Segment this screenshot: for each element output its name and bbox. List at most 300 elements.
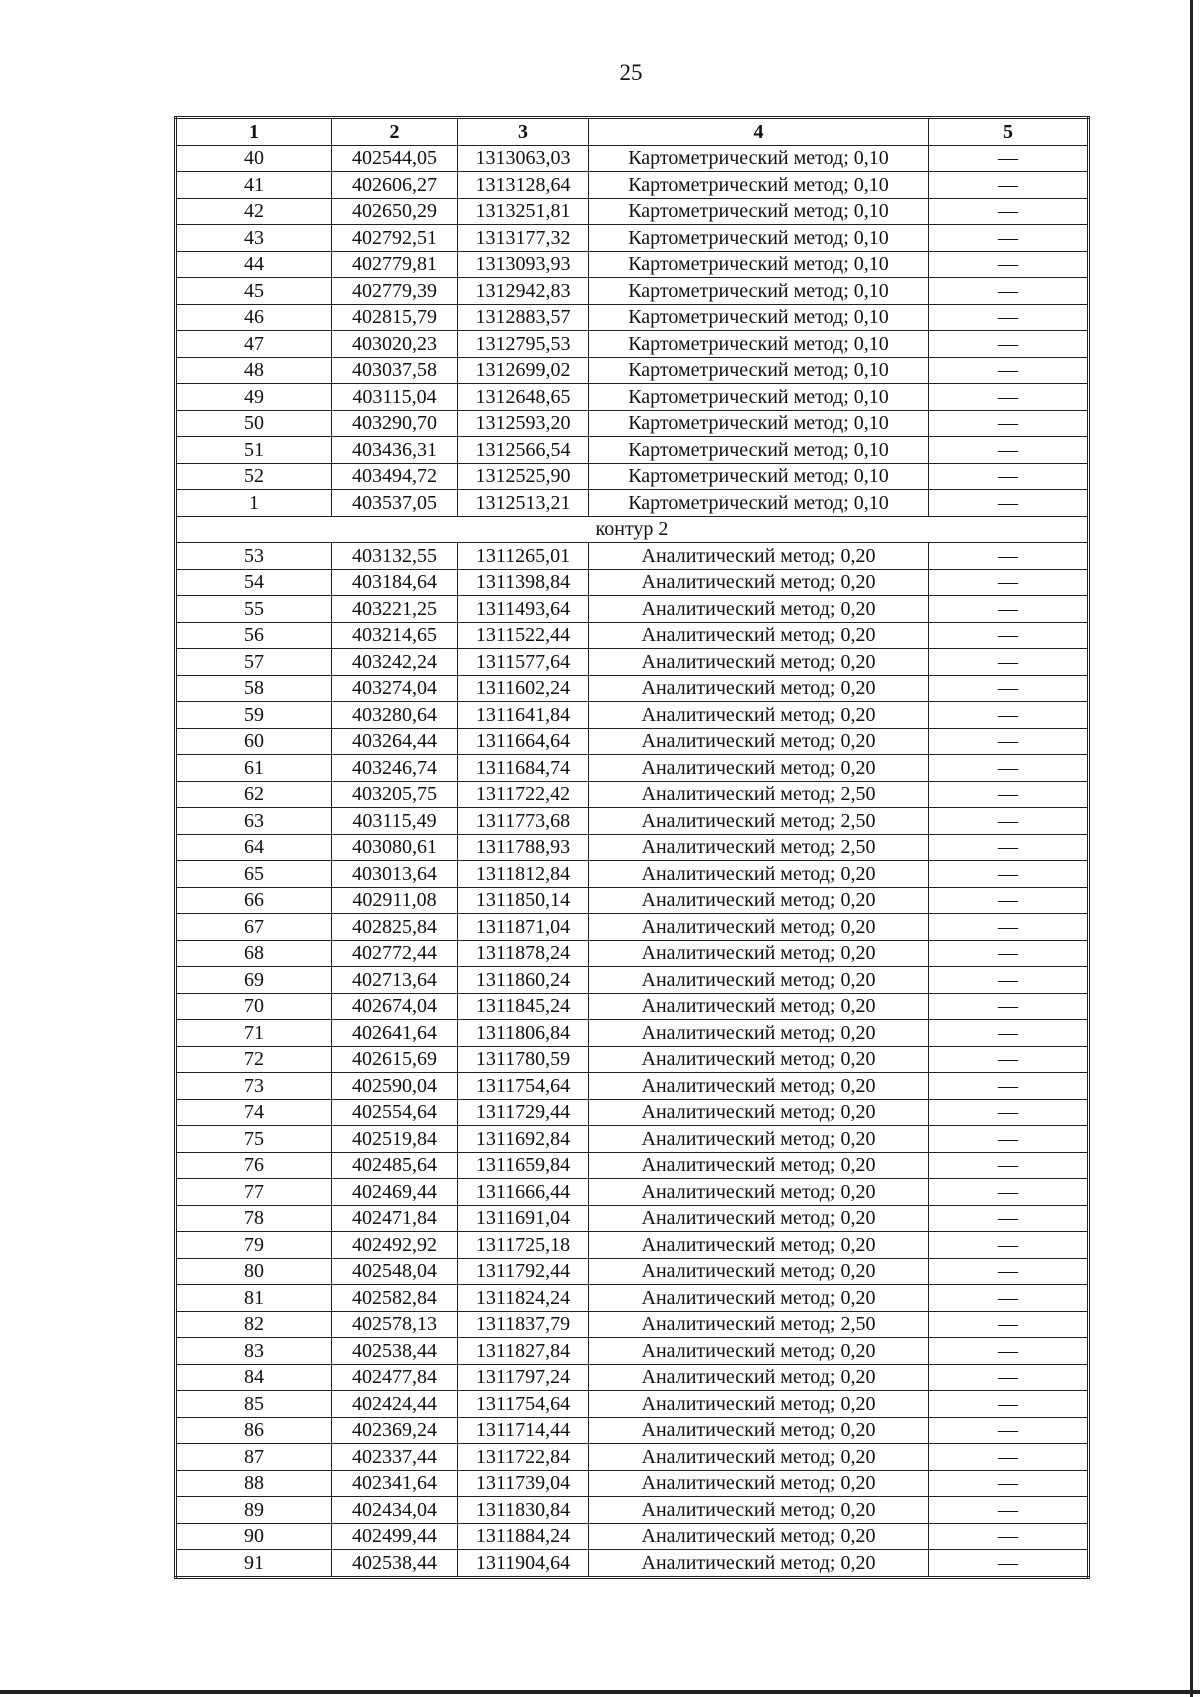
y-coordinate-cell: 1312648,65 [458, 384, 589, 411]
method-accuracy-cell: Аналитический метод; 0,20 [589, 649, 929, 676]
dash-cell: — [929, 1179, 1089, 1206]
table-row [176, 1152, 1089, 1179]
table-row [176, 1205, 1089, 1232]
table-row [176, 490, 1089, 517]
x-coordinate-cell: 402492,92 [332, 1232, 458, 1259]
x-coordinate-cell: 402772,44 [332, 940, 458, 967]
point-number-cell: 85 [176, 1391, 332, 1418]
dash-cell: — [929, 1205, 1089, 1232]
x-coordinate-cell: 402650,29 [332, 198, 458, 225]
y-coordinate-cell: 1313177,32 [458, 225, 589, 252]
x-coordinate-cell: 402471,84 [332, 1205, 458, 1232]
dash-cell: — [929, 887, 1089, 914]
table-row [176, 172, 1089, 199]
table-row [176, 1364, 1089, 1391]
table-header-row [176, 118, 1089, 146]
y-coordinate-cell: 1311837,79 [458, 1311, 589, 1338]
dash-cell: — [929, 1232, 1089, 1259]
x-coordinate-cell: 402554,64 [332, 1099, 458, 1126]
method-accuracy-cell: Аналитический метод; 0,20 [589, 622, 929, 649]
dash-cell: — [929, 304, 1089, 331]
y-coordinate-cell: 1311725,18 [458, 1232, 589, 1259]
point-number-cell: 77 [176, 1179, 332, 1206]
dash-cell: — [929, 1020, 1089, 1047]
x-coordinate-cell: 403115,04 [332, 384, 458, 411]
x-coordinate-cell: 403221,25 [332, 596, 458, 623]
method-accuracy-cell: Аналитический метод; 0,20 [589, 1523, 929, 1550]
x-coordinate-cell: 402590,04 [332, 1073, 458, 1100]
x-coordinate-cell: 403280,64 [332, 702, 458, 729]
method-accuracy-cell: Аналитический метод; 0,20 [589, 543, 929, 570]
x-coordinate-cell: 402424,44 [332, 1391, 458, 1418]
x-coordinate-cell: 403264,44 [332, 728, 458, 755]
method-accuracy-cell: Аналитический метод; 0,20 [589, 1391, 929, 1418]
point-number-cell: 88 [176, 1470, 332, 1497]
y-coordinate-cell: 1312566,54 [458, 437, 589, 464]
table-row [176, 1126, 1089, 1153]
y-coordinate-cell: 1311904,64 [458, 1550, 589, 1578]
table-row [176, 1550, 1089, 1578]
method-accuracy-cell: Аналитический метод; 2,50 [589, 781, 929, 808]
table-row [176, 887, 1089, 914]
point-number-cell: 53 [176, 543, 332, 570]
table-row [176, 1391, 1089, 1418]
point-number-cell: 67 [176, 914, 332, 941]
table-row [176, 1497, 1089, 1524]
dash-cell: — [929, 1152, 1089, 1179]
contour-row [176, 516, 1089, 543]
table-row [176, 1311, 1089, 1338]
dash-cell: — [929, 410, 1089, 437]
method-accuracy-cell: Аналитический метод; 0,20 [589, 675, 929, 702]
y-coordinate-cell: 1311812,84 [458, 861, 589, 888]
contour-label: контур 2 [176, 516, 1089, 543]
point-number-cell: 76 [176, 1152, 332, 1179]
point-number-cell: 78 [176, 1205, 332, 1232]
point-number-cell: 64 [176, 834, 332, 861]
method-accuracy-cell: Аналитический метод; 0,20 [589, 1497, 929, 1524]
header-cell: 3 [458, 118, 589, 146]
y-coordinate-cell: 1312795,53 [458, 331, 589, 358]
method-accuracy-cell: Аналитический метод; 0,20 [589, 728, 929, 755]
dash-cell: — [929, 1417, 1089, 1444]
dash-cell: — [929, 1338, 1089, 1365]
point-number-cell: 73 [176, 1073, 332, 1100]
method-accuracy-cell: Аналитический метод; 0,20 [589, 1550, 929, 1578]
x-coordinate-cell: 402548,04 [332, 1258, 458, 1285]
point-number-cell: 45 [176, 278, 332, 305]
x-coordinate-cell: 402499,44 [332, 1523, 458, 1550]
table-row [176, 569, 1089, 596]
x-coordinate-cell: 402674,04 [332, 993, 458, 1020]
dash-cell: — [929, 914, 1089, 941]
table-row [176, 861, 1089, 888]
y-coordinate-cell: 1311788,93 [458, 834, 589, 861]
method-accuracy-cell: Аналитический метод; 0,20 [589, 1179, 929, 1206]
point-number-cell: 59 [176, 702, 332, 729]
method-accuracy-cell: Картометрический метод; 0,10 [589, 304, 929, 331]
method-accuracy-cell: Аналитический метод; 0,20 [589, 1046, 929, 1073]
y-coordinate-cell: 1311577,64 [458, 649, 589, 676]
y-coordinate-cell: 1311722,84 [458, 1444, 589, 1471]
dash-cell: — [929, 755, 1089, 782]
method-accuracy-cell: Аналитический метод; 0,20 [589, 993, 929, 1020]
table-row [176, 755, 1089, 782]
y-coordinate-cell: 1311792,44 [458, 1258, 589, 1285]
table-row [176, 649, 1089, 676]
x-coordinate-cell: 403205,75 [332, 781, 458, 808]
point-number-cell: 62 [176, 781, 332, 808]
point-number-cell: 71 [176, 1020, 332, 1047]
y-coordinate-cell: 1311827,84 [458, 1338, 589, 1365]
y-coordinate-cell: 1311754,64 [458, 1391, 589, 1418]
dash-cell: — [929, 1126, 1089, 1153]
y-coordinate-cell: 1311806,84 [458, 1020, 589, 1047]
y-coordinate-cell: 1312525,90 [458, 463, 589, 490]
y-coordinate-cell: 1311739,04 [458, 1470, 589, 1497]
table-row [176, 410, 1089, 437]
method-accuracy-cell: Картометрический метод; 0,10 [589, 437, 929, 464]
method-accuracy-cell: Картометрический метод; 0,10 [589, 172, 929, 199]
dash-cell: — [929, 1550, 1089, 1578]
point-number-cell: 41 [176, 172, 332, 199]
dash-cell: — [929, 1391, 1089, 1418]
y-coordinate-cell: 1311878,24 [458, 940, 589, 967]
table-row [176, 675, 1089, 702]
y-coordinate-cell: 1311714,44 [458, 1417, 589, 1444]
x-coordinate-cell: 402519,84 [332, 1126, 458, 1153]
method-accuracy-cell: Картометрический метод; 0,10 [589, 278, 929, 305]
table-row [176, 384, 1089, 411]
point-number-cell: 57 [176, 649, 332, 676]
y-coordinate-cell: 1311871,04 [458, 914, 589, 941]
table-row [176, 278, 1089, 305]
dash-cell: — [929, 1523, 1089, 1550]
dash-cell: — [929, 861, 1089, 888]
x-coordinate-cell: 402779,81 [332, 251, 458, 278]
method-accuracy-cell: Аналитический метод; 0,20 [589, 1444, 929, 1471]
y-coordinate-cell: 1313093,93 [458, 251, 589, 278]
dash-cell: — [929, 1099, 1089, 1126]
y-coordinate-cell: 1312593,20 [458, 410, 589, 437]
y-coordinate-cell: 1311780,59 [458, 1046, 589, 1073]
table-row [176, 437, 1089, 464]
y-coordinate-cell: 1311850,14 [458, 887, 589, 914]
header-cell: 4 [589, 118, 929, 146]
dash-cell: — [929, 331, 1089, 358]
y-coordinate-cell: 1311666,44 [458, 1179, 589, 1206]
table-row [176, 1073, 1089, 1100]
x-coordinate-cell: 402582,84 [332, 1285, 458, 1312]
coordinates-table [174, 116, 1090, 1579]
method-accuracy-cell: Аналитический метод; 2,50 [589, 808, 929, 835]
method-accuracy-cell: Картометрический метод; 0,10 [589, 331, 929, 358]
table-row [176, 702, 1089, 729]
method-accuracy-cell: Аналитический метод; 0,20 [589, 861, 929, 888]
point-number-cell: 1 [176, 490, 332, 517]
point-number-cell: 49 [176, 384, 332, 411]
table-row [176, 198, 1089, 225]
dash-cell: — [929, 940, 1089, 967]
dash-cell: — [929, 357, 1089, 384]
point-number-cell: 81 [176, 1285, 332, 1312]
x-coordinate-cell: 403274,04 [332, 675, 458, 702]
table-row [176, 1285, 1089, 1312]
x-coordinate-cell: 402641,64 [332, 1020, 458, 1047]
point-number-cell: 44 [176, 251, 332, 278]
y-coordinate-cell: 1312883,57 [458, 304, 589, 331]
y-coordinate-cell: 1311773,68 [458, 808, 589, 835]
x-coordinate-cell: 402369,24 [332, 1417, 458, 1444]
y-coordinate-cell: 1311684,74 [458, 755, 589, 782]
method-accuracy-cell: Картометрический метод; 0,10 [589, 357, 929, 384]
method-accuracy-cell: Аналитический метод; 0,20 [589, 1073, 929, 1100]
point-number-cell: 50 [176, 410, 332, 437]
dash-cell: — [929, 622, 1089, 649]
method-accuracy-cell: Картометрический метод; 0,10 [589, 198, 929, 225]
x-coordinate-cell: 402713,64 [332, 967, 458, 994]
point-number-cell: 80 [176, 1258, 332, 1285]
table-row [176, 914, 1089, 941]
table-row [176, 145, 1089, 172]
method-accuracy-cell: Аналитический метод; 0,20 [589, 1099, 929, 1126]
dash-cell: — [929, 1258, 1089, 1285]
point-number-cell: 54 [176, 569, 332, 596]
dash-cell: — [929, 808, 1089, 835]
table-body [176, 145, 1089, 1577]
method-accuracy-cell: Аналитический метод; 0,20 [589, 967, 929, 994]
dash-cell: — [929, 1470, 1089, 1497]
point-number-cell: 46 [176, 304, 332, 331]
x-coordinate-cell: 403037,58 [332, 357, 458, 384]
y-coordinate-cell: 1311830,84 [458, 1497, 589, 1524]
table-row [176, 940, 1089, 967]
dash-cell: — [929, 1444, 1089, 1471]
dash-cell: — [929, 728, 1089, 755]
point-number-cell: 58 [176, 675, 332, 702]
method-accuracy-cell: Картометрический метод; 0,10 [589, 251, 929, 278]
dash-cell: — [929, 967, 1089, 994]
dash-cell: — [929, 569, 1089, 596]
method-accuracy-cell: Картометрический метод; 0,10 [589, 384, 929, 411]
method-accuracy-cell: Картометрический метод; 0,10 [589, 145, 929, 172]
dash-cell: — [929, 198, 1089, 225]
x-coordinate-cell: 403020,23 [332, 331, 458, 358]
x-coordinate-cell: 402538,44 [332, 1550, 458, 1578]
table-row [176, 1046, 1089, 1073]
method-accuracy-cell: Аналитический метод; 0,20 [589, 1126, 929, 1153]
point-number-cell: 75 [176, 1126, 332, 1153]
scan-border-bottom [0, 1690, 1200, 1694]
point-number-cell: 56 [176, 622, 332, 649]
x-coordinate-cell: 403132,55 [332, 543, 458, 570]
table-row [176, 304, 1089, 331]
point-number-cell: 60 [176, 728, 332, 755]
dash-cell: — [929, 993, 1089, 1020]
header-cell: 5 [929, 118, 1089, 146]
point-number-cell: 89 [176, 1497, 332, 1524]
method-accuracy-cell: Аналитический метод; 0,20 [589, 1285, 929, 1312]
method-accuracy-cell: Картометрический метод; 0,10 [589, 463, 929, 490]
point-number-cell: 63 [176, 808, 332, 835]
method-accuracy-cell: Аналитический метод; 0,20 [589, 1338, 929, 1365]
y-coordinate-cell: 1311860,24 [458, 967, 589, 994]
x-coordinate-cell: 402341,64 [332, 1470, 458, 1497]
x-coordinate-cell: 403436,31 [332, 437, 458, 464]
y-coordinate-cell: 1311522,44 [458, 622, 589, 649]
dash-cell: — [929, 1497, 1089, 1524]
method-accuracy-cell: Аналитический метод; 0,20 [589, 1258, 929, 1285]
x-coordinate-cell: 403214,65 [332, 622, 458, 649]
scan-border-right [1190, 0, 1193, 1697]
dash-cell: — [929, 145, 1089, 172]
dash-cell: — [929, 384, 1089, 411]
x-coordinate-cell: 403013,64 [332, 861, 458, 888]
x-coordinate-cell: 403115,49 [332, 808, 458, 835]
table-row [176, 463, 1089, 490]
method-accuracy-cell: Аналитический метод; 0,20 [589, 1470, 929, 1497]
x-coordinate-cell: 402606,27 [332, 172, 458, 199]
method-accuracy-cell: Аналитический метод; 0,20 [589, 1417, 929, 1444]
method-accuracy-cell: Аналитический метод; 0,20 [589, 1152, 929, 1179]
y-coordinate-cell: 1311664,64 [458, 728, 589, 755]
method-accuracy-cell: Аналитический метод; 0,20 [589, 755, 929, 782]
point-number-cell: 48 [176, 357, 332, 384]
table-row [176, 1099, 1089, 1126]
x-coordinate-cell: 402578,13 [332, 1311, 458, 1338]
y-coordinate-cell: 1313251,81 [458, 198, 589, 225]
x-coordinate-cell: 403080,61 [332, 834, 458, 861]
dash-cell: — [929, 437, 1089, 464]
point-number-cell: 43 [176, 225, 332, 252]
y-coordinate-cell: 1311265,01 [458, 543, 589, 570]
method-accuracy-cell: Аналитический метод; 0,20 [589, 702, 929, 729]
point-number-cell: 86 [176, 1417, 332, 1444]
point-number-cell: 51 [176, 437, 332, 464]
point-number-cell: 55 [176, 596, 332, 623]
table-row [176, 1232, 1089, 1259]
point-number-cell: 82 [176, 1311, 332, 1338]
y-coordinate-cell: 1311659,84 [458, 1152, 589, 1179]
point-number-cell: 52 [176, 463, 332, 490]
method-accuracy-cell: Аналитический метод; 0,20 [589, 914, 929, 941]
table-row [176, 357, 1089, 384]
x-coordinate-cell: 402469,44 [332, 1179, 458, 1206]
table-row [176, 993, 1089, 1020]
method-accuracy-cell: Аналитический метод; 0,20 [589, 1364, 929, 1391]
dash-cell: — [929, 834, 1089, 861]
x-coordinate-cell: 402615,69 [332, 1046, 458, 1073]
point-number-cell: 83 [176, 1338, 332, 1365]
dash-cell: — [929, 781, 1089, 808]
x-coordinate-cell: 402792,51 [332, 225, 458, 252]
y-coordinate-cell: 1311691,04 [458, 1205, 589, 1232]
table-row [176, 1523, 1089, 1550]
method-accuracy-cell: Картометрический метод; 0,10 [589, 410, 929, 437]
point-number-cell: 72 [176, 1046, 332, 1073]
dash-cell: — [929, 649, 1089, 676]
point-number-cell: 40 [176, 145, 332, 172]
table-row [176, 834, 1089, 861]
y-coordinate-cell: 1311884,24 [458, 1523, 589, 1550]
dash-cell: — [929, 225, 1089, 252]
table-row [176, 1444, 1089, 1471]
method-accuracy-cell: Аналитический метод; 0,20 [589, 1232, 929, 1259]
table-row [176, 1470, 1089, 1497]
method-accuracy-cell: Картометрический метод; 0,10 [589, 490, 929, 517]
point-number-cell: 42 [176, 198, 332, 225]
point-number-cell: 70 [176, 993, 332, 1020]
dash-cell: — [929, 702, 1089, 729]
table-row [176, 1338, 1089, 1365]
y-coordinate-cell: 1311824,24 [458, 1285, 589, 1312]
table-row [176, 781, 1089, 808]
x-coordinate-cell: 403290,70 [332, 410, 458, 437]
table-row [176, 331, 1089, 358]
y-coordinate-cell: 1311845,24 [458, 993, 589, 1020]
x-coordinate-cell: 402815,79 [332, 304, 458, 331]
y-coordinate-cell: 1311692,84 [458, 1126, 589, 1153]
point-number-cell: 91 [176, 1550, 332, 1578]
point-number-cell: 87 [176, 1444, 332, 1471]
y-coordinate-cell: 1311797,24 [458, 1364, 589, 1391]
point-number-cell: 90 [176, 1523, 332, 1550]
x-coordinate-cell: 402779,39 [332, 278, 458, 305]
y-coordinate-cell: 1311641,84 [458, 702, 589, 729]
point-number-cell: 68 [176, 940, 332, 967]
y-coordinate-cell: 1311602,24 [458, 675, 589, 702]
table-row [176, 967, 1089, 994]
x-coordinate-cell: 402434,04 [332, 1497, 458, 1524]
x-coordinate-cell: 403242,24 [332, 649, 458, 676]
x-coordinate-cell: 402477,84 [332, 1364, 458, 1391]
table-row [176, 596, 1089, 623]
dash-cell: — [929, 278, 1089, 305]
x-coordinate-cell: 403537,05 [332, 490, 458, 517]
x-coordinate-cell: 402911,08 [332, 887, 458, 914]
method-accuracy-cell: Аналитический метод; 0,20 [589, 887, 929, 914]
table-row [176, 1020, 1089, 1047]
point-number-cell: 84 [176, 1364, 332, 1391]
table-row [176, 1179, 1089, 1206]
point-number-cell: 47 [176, 331, 332, 358]
x-coordinate-cell: 403494,72 [332, 463, 458, 490]
point-number-cell: 79 [176, 1232, 332, 1259]
dash-cell: — [929, 251, 1089, 278]
dash-cell: — [929, 463, 1089, 490]
x-coordinate-cell: 402337,44 [332, 1444, 458, 1471]
dash-cell: — [929, 543, 1089, 570]
header-cell: 1 [176, 118, 332, 146]
point-number-cell: 65 [176, 861, 332, 888]
method-accuracy-cell: Аналитический метод; 2,50 [589, 1311, 929, 1338]
dash-cell: — [929, 172, 1089, 199]
table-row [176, 225, 1089, 252]
dash-cell: — [929, 490, 1089, 517]
method-accuracy-cell: Аналитический метод; 0,20 [589, 569, 929, 596]
x-coordinate-cell: 403184,64 [332, 569, 458, 596]
method-accuracy-cell: Картометрический метод; 0,10 [589, 225, 929, 252]
dash-cell: — [929, 1311, 1089, 1338]
dash-cell: — [929, 1364, 1089, 1391]
dash-cell: — [929, 675, 1089, 702]
y-coordinate-cell: 1311398,84 [458, 569, 589, 596]
method-accuracy-cell: Аналитический метод; 0,20 [589, 1020, 929, 1047]
header-cell: 2 [332, 118, 458, 146]
dash-cell: — [929, 1073, 1089, 1100]
method-accuracy-cell: Аналитический метод; 2,50 [589, 834, 929, 861]
y-coordinate-cell: 1311754,64 [458, 1073, 589, 1100]
